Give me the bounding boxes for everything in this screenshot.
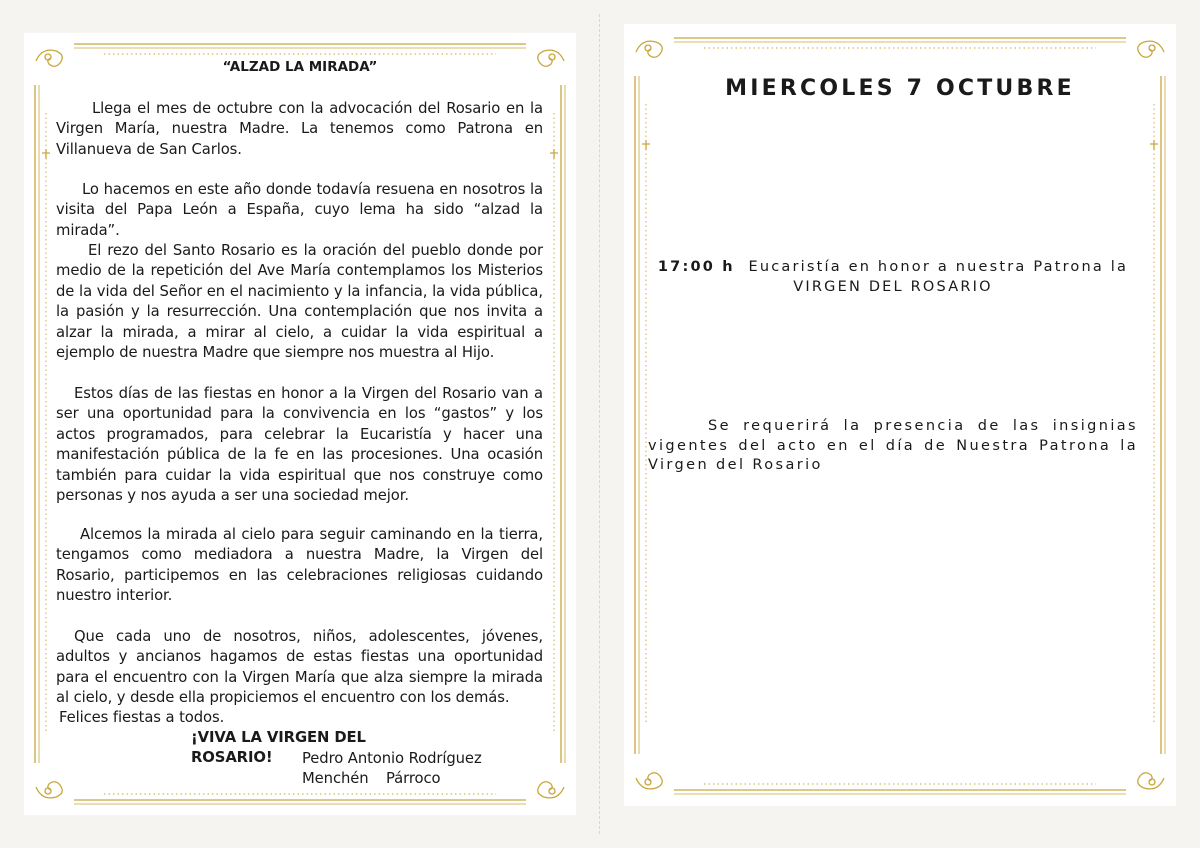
right-page xyxy=(624,24,1176,806)
letter-paragraph-2: Lo hacemos en este año donde todavía resuena en nosotros la visita del Papa León a España, cuyo lema ha sido “alzad la mirada”. xyxy=(56,181,543,239)
letter-exclamation: ¡VIVA LA VIRGEN DEL ROSARIO! xyxy=(191,729,366,767)
event-schedule xyxy=(648,258,1138,297)
letter-title: “ALZAD LA MIRADA” xyxy=(222,59,378,75)
letter-paragraph-1: Llega el mes de octubre con la advocación del Rosario en la Virgen María, nuestra Madre. La tenemos como Patrona en Villanueva de San Carlos. xyxy=(56,100,543,158)
letter-paragraph-5: Alcemos la mirada al cielo para seguir caminando en la tierra, tengamos como mediadora a nuestra Madre, la Virgen del Rosario, participemos en las celebraciones religiosas cuidando nuestro interior. xyxy=(56,526,543,605)
left-page xyxy=(24,33,576,815)
event-time: 17:00 h xyxy=(657,259,735,275)
ornamental-frame xyxy=(624,24,1176,806)
letter-paragraph-6: Que cada uno de nosotros, niños, adolescentes, jóvenes, adultos y ancianos hagamos de estas fiestas una oportunidad para el encuentro con la Virgen María que alza siempre la mirada al cielo, y desde ella propiciemos el encuentro con los demás. xyxy=(56,628,543,707)
event-description: Eucaristía en honor a nuestra Patrona la xyxy=(748,259,1129,275)
signature-name: Pedro Antonio Rodríguez Menchén xyxy=(302,750,482,788)
center-fold-line xyxy=(599,14,600,834)
signature-role: Párroco xyxy=(386,770,441,787)
event-description-line2: VIRGEN DEL ROSARIO xyxy=(793,278,993,295)
insignia-note: Se requerirá la presencia de las insignias vigentes del acto en el día de Nuestra Patrona la Virgen del Rosario xyxy=(648,418,1138,473)
letter-closing: Felices fiestas a todos. xyxy=(59,709,225,726)
event-date-title: MIERCOLES 7 OCTUBRE xyxy=(725,76,1075,101)
letter-paragraph-3: El rezo del Santo Rosario es la oración del pueblo donde por medio de la repetición del Ave María contemplamos los Misterios de la vida del Señor en el nacimiento y la infancia, la vida pública, la pasión y la resurrección. Una contemplación que nos invita a alzar la mirada, a mirar al cielo, a cuidar la vida espiritual a ejemplo de nuestra Madre que siempre nos muestra al Hijo. xyxy=(56,242,543,362)
letter-paragraph-4: Estos días de las fiestas en honor a la Virgen del Rosario van a ser una oportunidad para la convivencia en los “gastos” y los actos programados, para celebrar la Eucaristía y hacer una manifestación pública de la fe en las procesiones. Una ocasión también para cuidar la vida espiritual que nos construye como personas y nos ayuda a ser una sociedad mejor. xyxy=(56,385,543,505)
